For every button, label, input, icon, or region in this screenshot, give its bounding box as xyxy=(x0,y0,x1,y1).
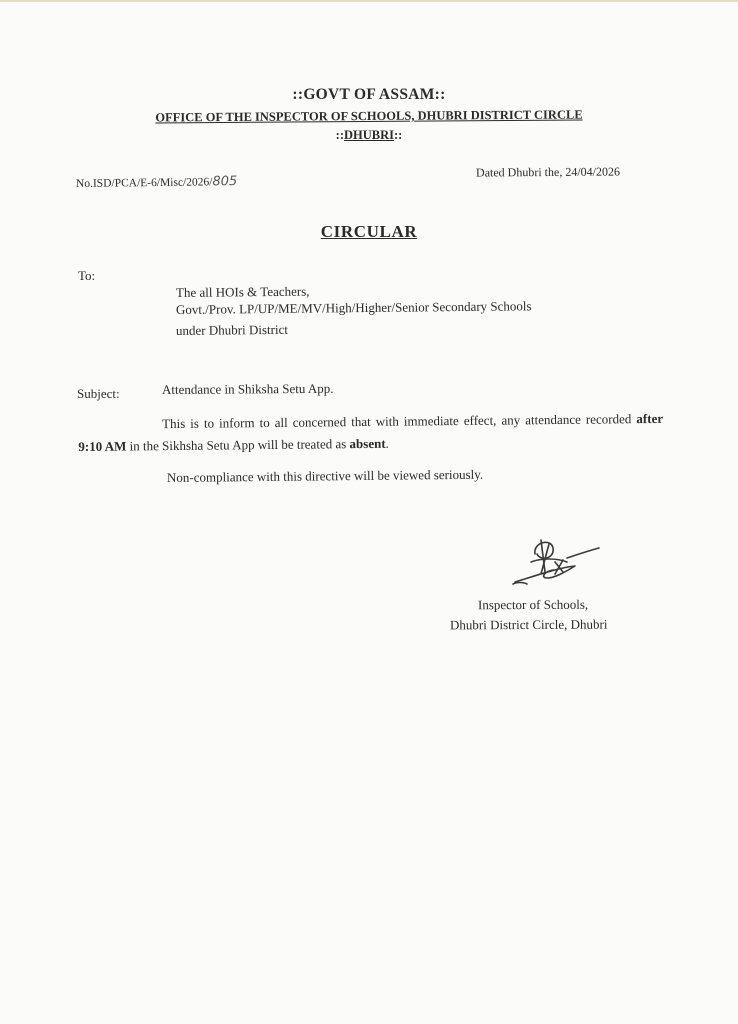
office-header: OFFICE OF THE INSPECTOR OF SCHOOLS, DHUBRI DISTRICT CIRCLE xyxy=(155,107,583,125)
reference-number xyxy=(76,174,237,191)
place-name: DHUBRI xyxy=(343,128,394,142)
reference-printed: No.ISD/PCA/E-6/Misc/2026/ xyxy=(75,176,213,190)
paper-top-edge xyxy=(0,0,738,2)
addressee-line-1: The all HOIs & Teachers, xyxy=(175,283,310,300)
place-suffix: :: xyxy=(394,128,403,142)
body-p1-end: . xyxy=(385,435,389,451)
reference-handwritten: 805 xyxy=(212,174,238,190)
signatory-title-1: Inspector of Schools, xyxy=(477,596,589,613)
circular-title: CIRCULAR xyxy=(320,222,418,241)
to-label: To: xyxy=(78,268,96,283)
govt-header: ::GOVT OF ASSAM:: xyxy=(292,86,446,103)
body-p1-time: after 9:10 AM xyxy=(78,410,664,454)
place-header xyxy=(0,128,738,143)
body-p1-absent: absent xyxy=(349,435,386,452)
dated-line: Dated Dhubri the, 24/04/2026 xyxy=(475,164,621,180)
place-prefix: :: xyxy=(335,128,344,142)
body-p1-text-2: in the Sikhsha Setu App will be treated as xyxy=(126,436,350,454)
subject-text: Attendance in Shiksha Setu App. xyxy=(161,380,334,397)
body-paragraph-2: Non-compliance with this directive will be viewed seriously. xyxy=(166,466,484,485)
body-p1-text-1: This is to inform to all concerned that with immediate effect, any attendance recorded xyxy=(162,411,637,432)
body-paragraph-1 xyxy=(78,408,663,458)
signatory-title-2: Dhubri District Circle, Dhubri xyxy=(449,616,608,633)
addressee-line-2: Govt./Prov. LP/UP/ME/MV/High/Higher/Senior Secondary Schools xyxy=(175,298,532,317)
signature-icon xyxy=(505,532,605,592)
subject-label: Subject: xyxy=(77,386,120,401)
addressee-line-3: under Dhubri District xyxy=(175,321,288,338)
